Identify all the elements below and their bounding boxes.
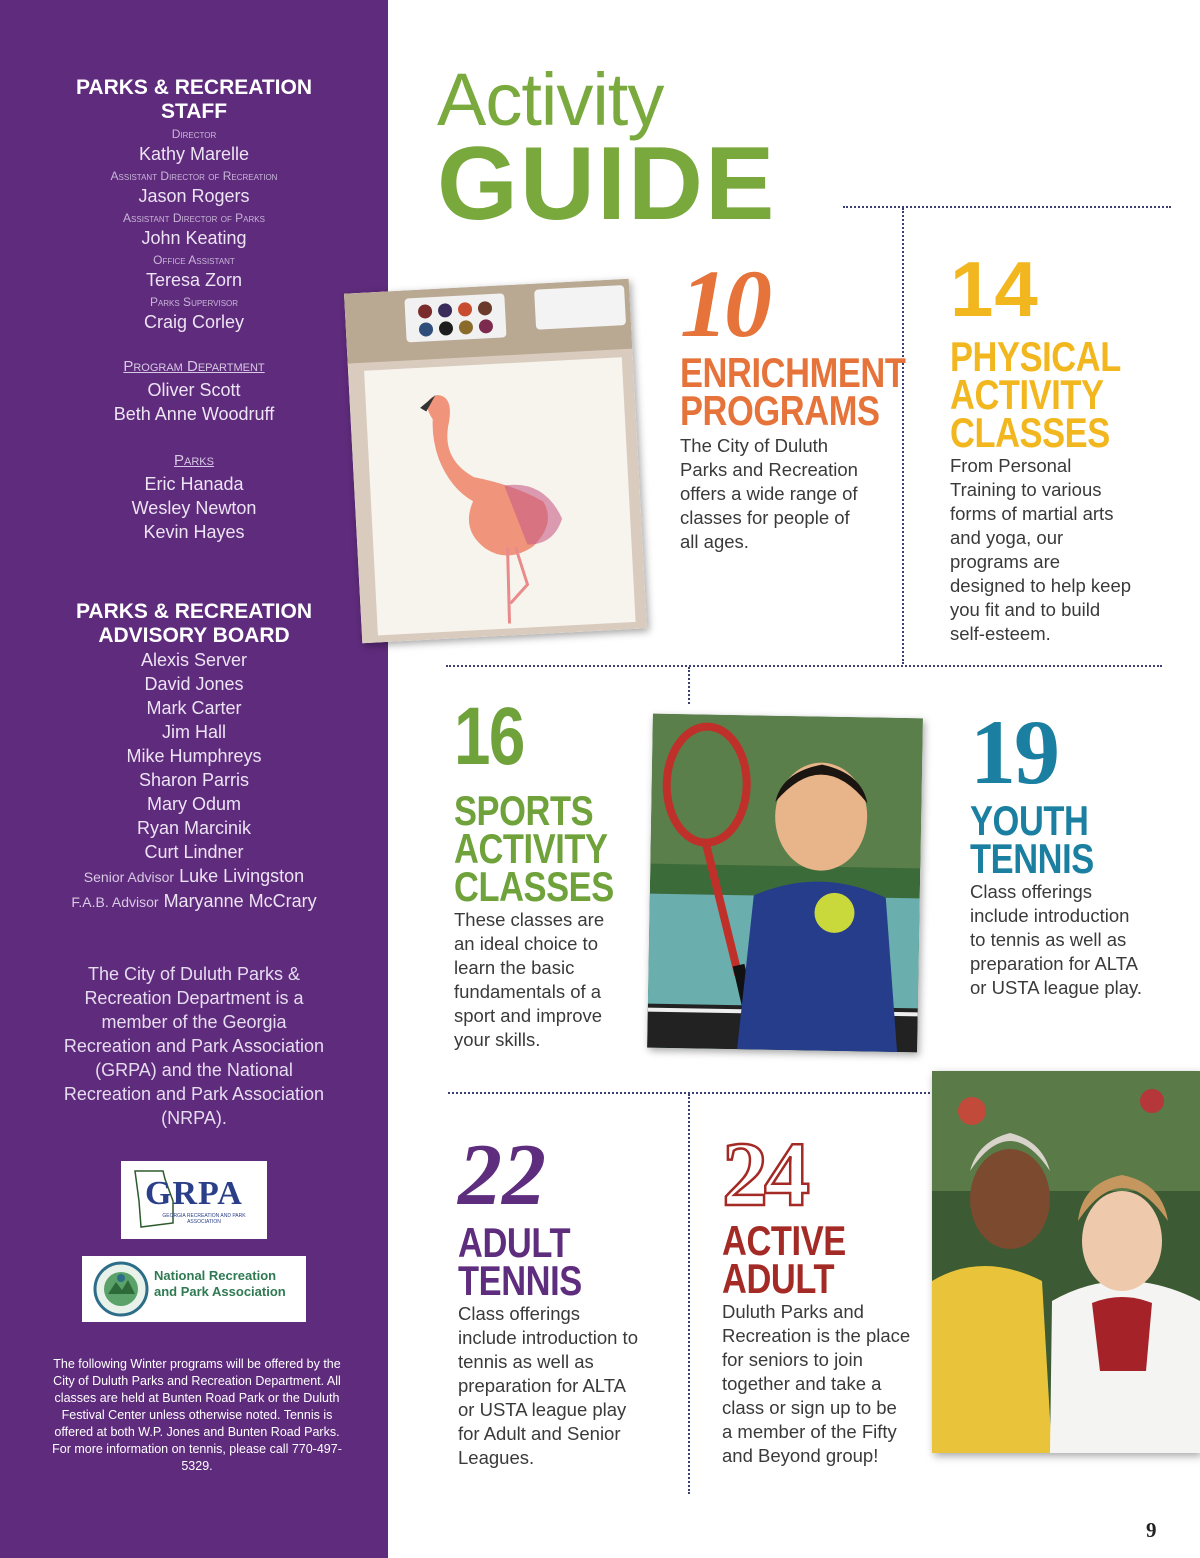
- physical-number: 14: [950, 245, 1039, 333]
- divider: [843, 206, 1171, 208]
- enrichment-heading-line2: PROGRAMS: [680, 387, 880, 434]
- staff-name: Jason Rogers: [138, 186, 250, 206]
- advisory-board-list: [0, 600, 388, 914]
- sidebar: [0, 0, 388, 1558]
- section-physical-activity: [950, 245, 1160, 646]
- grpa-logo-subtext: GEORGIA RECREATION AND PARK ASSOCIATION: [162, 1213, 246, 1225]
- physical-heading-line1: PHYSICAL: [950, 333, 1121, 380]
- board-member: Curt Lindner: [144, 842, 244, 862]
- active-adult-photo: [932, 1071, 1200, 1453]
- divider: [448, 1092, 938, 1094]
- board-member: Mary Odum: [146, 794, 242, 814]
- title-guide: GUIDE: [437, 126, 777, 242]
- nrpa-logo: [82, 1256, 306, 1322]
- divider: [446, 665, 1162, 667]
- association-membership-text: The City of Duluth Parks & Recreation Department is a member of the Georgia Recreation and Park Association (GRPA) and the National Recreation and Park Association (NRPA).: [63, 964, 325, 1128]
- active-heading-line2: ADULT: [722, 1255, 835, 1302]
- section-enrichment: [680, 250, 906, 554]
- enrichment-body: The City of Duluth Parks and Recreation offers a wide range of classes for people of all ages.: [680, 435, 858, 552]
- board-member: David Jones: [144, 674, 244, 694]
- page-number: 9: [1146, 1518, 1157, 1542]
- board-heading-line2: ADVISORY BOARD: [98, 624, 290, 647]
- board-heading-line1: PARKS & RECREATION: [75, 600, 313, 623]
- staff-name: Teresa Zorn: [145, 270, 243, 290]
- youth-number: 19: [970, 701, 1058, 803]
- active-heading-line1: ACTIVE: [722, 1217, 846, 1264]
- board-heading: [0, 600, 388, 648]
- divider: [688, 667, 690, 704]
- adult-heading-line2: TENNIS: [458, 1257, 582, 1304]
- adult-heading-line1: ADULT: [458, 1219, 571, 1266]
- divider: [902, 208, 904, 664]
- staff-heading: [0, 76, 388, 124]
- adult-body: Class offerings include introduction to tennis as well as preparation for ALTA or USTA league play for Adult and Senior Leagues.: [458, 1303, 638, 1468]
- sports-number: 16: [454, 691, 524, 782]
- nrpa-seal-icon: [88, 1256, 154, 1322]
- enrichment-heading-line1: ENRICHMENT: [680, 349, 906, 396]
- board-member: Ryan Marcinik: [136, 818, 252, 838]
- parks-name: Wesley Newton: [131, 498, 257, 518]
- flamingo-painting-photo: [344, 279, 647, 643]
- enrichment-number: 10: [680, 250, 768, 357]
- section-active-adult: [722, 1123, 922, 1468]
- staff-heading-line1: PARKS & RECREATION: [75, 76, 313, 99]
- active-number: 24: [722, 1123, 806, 1225]
- divider: [688, 1094, 690, 1494]
- physical-heading-line3: CLASSES: [950, 409, 1110, 456]
- staff-role: Parks Supervisor: [149, 295, 239, 309]
- section-adult-tennis: [458, 1127, 668, 1470]
- sports-heading-line2: ACTIVITY: [454, 825, 608, 872]
- staff-name: Kathy Marelle: [138, 144, 250, 164]
- youth-heading-line2: TENNIS: [970, 835, 1094, 882]
- active-body: Duluth Parks and Recreation is the place for seniors to join together and take a class or sign up to be a member of the Fifty and Beyond group!: [722, 1301, 911, 1466]
- staff-role: Assistant Director of Parks: [123, 211, 265, 225]
- youth-heading-line1: YOUTH: [970, 797, 1089, 844]
- youth-body: Class offerings include introduction to tennis as well as preparation for ALTA or USTA league play.: [970, 881, 1143, 998]
- sports-heading-line3: CLASSES: [454, 863, 614, 910]
- board-member: Jim Hall: [161, 722, 226, 742]
- winter-programs-note: The following Winter programs will be offered by the City of Duluth Parks and Recreation Department. All classes are held at Bunten Road Park or the Duluth Festival Center unless otherwise noted. Tennis is offered at both W.P. Jones and Bunten Road Parks. For more information on tennis, please call 770-497-5329.: [52, 1357, 342, 1473]
- program-department-label: Program Department: [123, 358, 265, 375]
- staff-role: Office Assistant: [153, 253, 235, 267]
- program-department-name: Oliver Scott: [147, 380, 241, 400]
- board-member: Sharon Parris: [138, 770, 250, 790]
- section-youth-tennis: [970, 701, 1170, 1000]
- youth-tennis-photo: [647, 714, 923, 1053]
- physical-heading-line2: ACTIVITY: [950, 371, 1104, 418]
- staff-list: [0, 76, 388, 544]
- fab-advisor: [0, 889, 388, 914]
- staff-role: Director: [171, 127, 217, 141]
- physical-body: From Personal Training to various forms of martial arts and yoga, our programs are designed to help keep you fit and to build self-esteem.: [950, 455, 1132, 644]
- parks-name: Kevin Hayes: [143, 522, 245, 542]
- senior-advisor-label: Senior Advisor: [83, 869, 175, 885]
- nrpa-logo-line1: National Recreation: [154, 1268, 277, 1283]
- grpa-logo-text: GRPA: [145, 1175, 243, 1212]
- flamingo-painting-image: [344, 279, 647, 643]
- nrpa-logo-text: [154, 1268, 286, 1300]
- staff-role: Assistant Director of Recreation: [110, 169, 278, 183]
- youth-tennis-image: [647, 714, 923, 1053]
- active-adult-image: [932, 1071, 1200, 1453]
- fab-advisor-label: F.A.B. Advisor: [71, 894, 159, 910]
- staff-name: John Keating: [141, 228, 247, 248]
- board-member: Mike Humphreys: [126, 746, 262, 766]
- program-department-name: Beth Anne Woodruff: [113, 404, 275, 424]
- sports-body: These classes are an ideal choice to learn the basic fundamentals of a sport and improve your skills.: [454, 909, 605, 1050]
- senior-advisor: [0, 864, 388, 889]
- section-sports-activity: [454, 691, 644, 1052]
- board-member: Alexis Server: [140, 650, 248, 670]
- staff-heading-line2: STAFF: [160, 100, 228, 123]
- grpa-logo: [121, 1161, 267, 1239]
- parks-label: Parks: [174, 452, 214, 469]
- title-activity: Activity: [437, 58, 664, 141]
- board-member: Mark Carter: [146, 698, 242, 718]
- parks-name: Eric Hanada: [144, 474, 244, 494]
- fab-advisor-name: Maryanne McCrary: [163, 891, 317, 911]
- staff-name: Craig Corley: [143, 312, 245, 332]
- sports-heading-line1: SPORTS: [454, 787, 594, 834]
- senior-advisor-name: Luke Livingston: [179, 866, 305, 886]
- nrpa-logo-line2: and Park Association: [154, 1284, 286, 1299]
- adult-number: 22: [458, 1127, 546, 1224]
